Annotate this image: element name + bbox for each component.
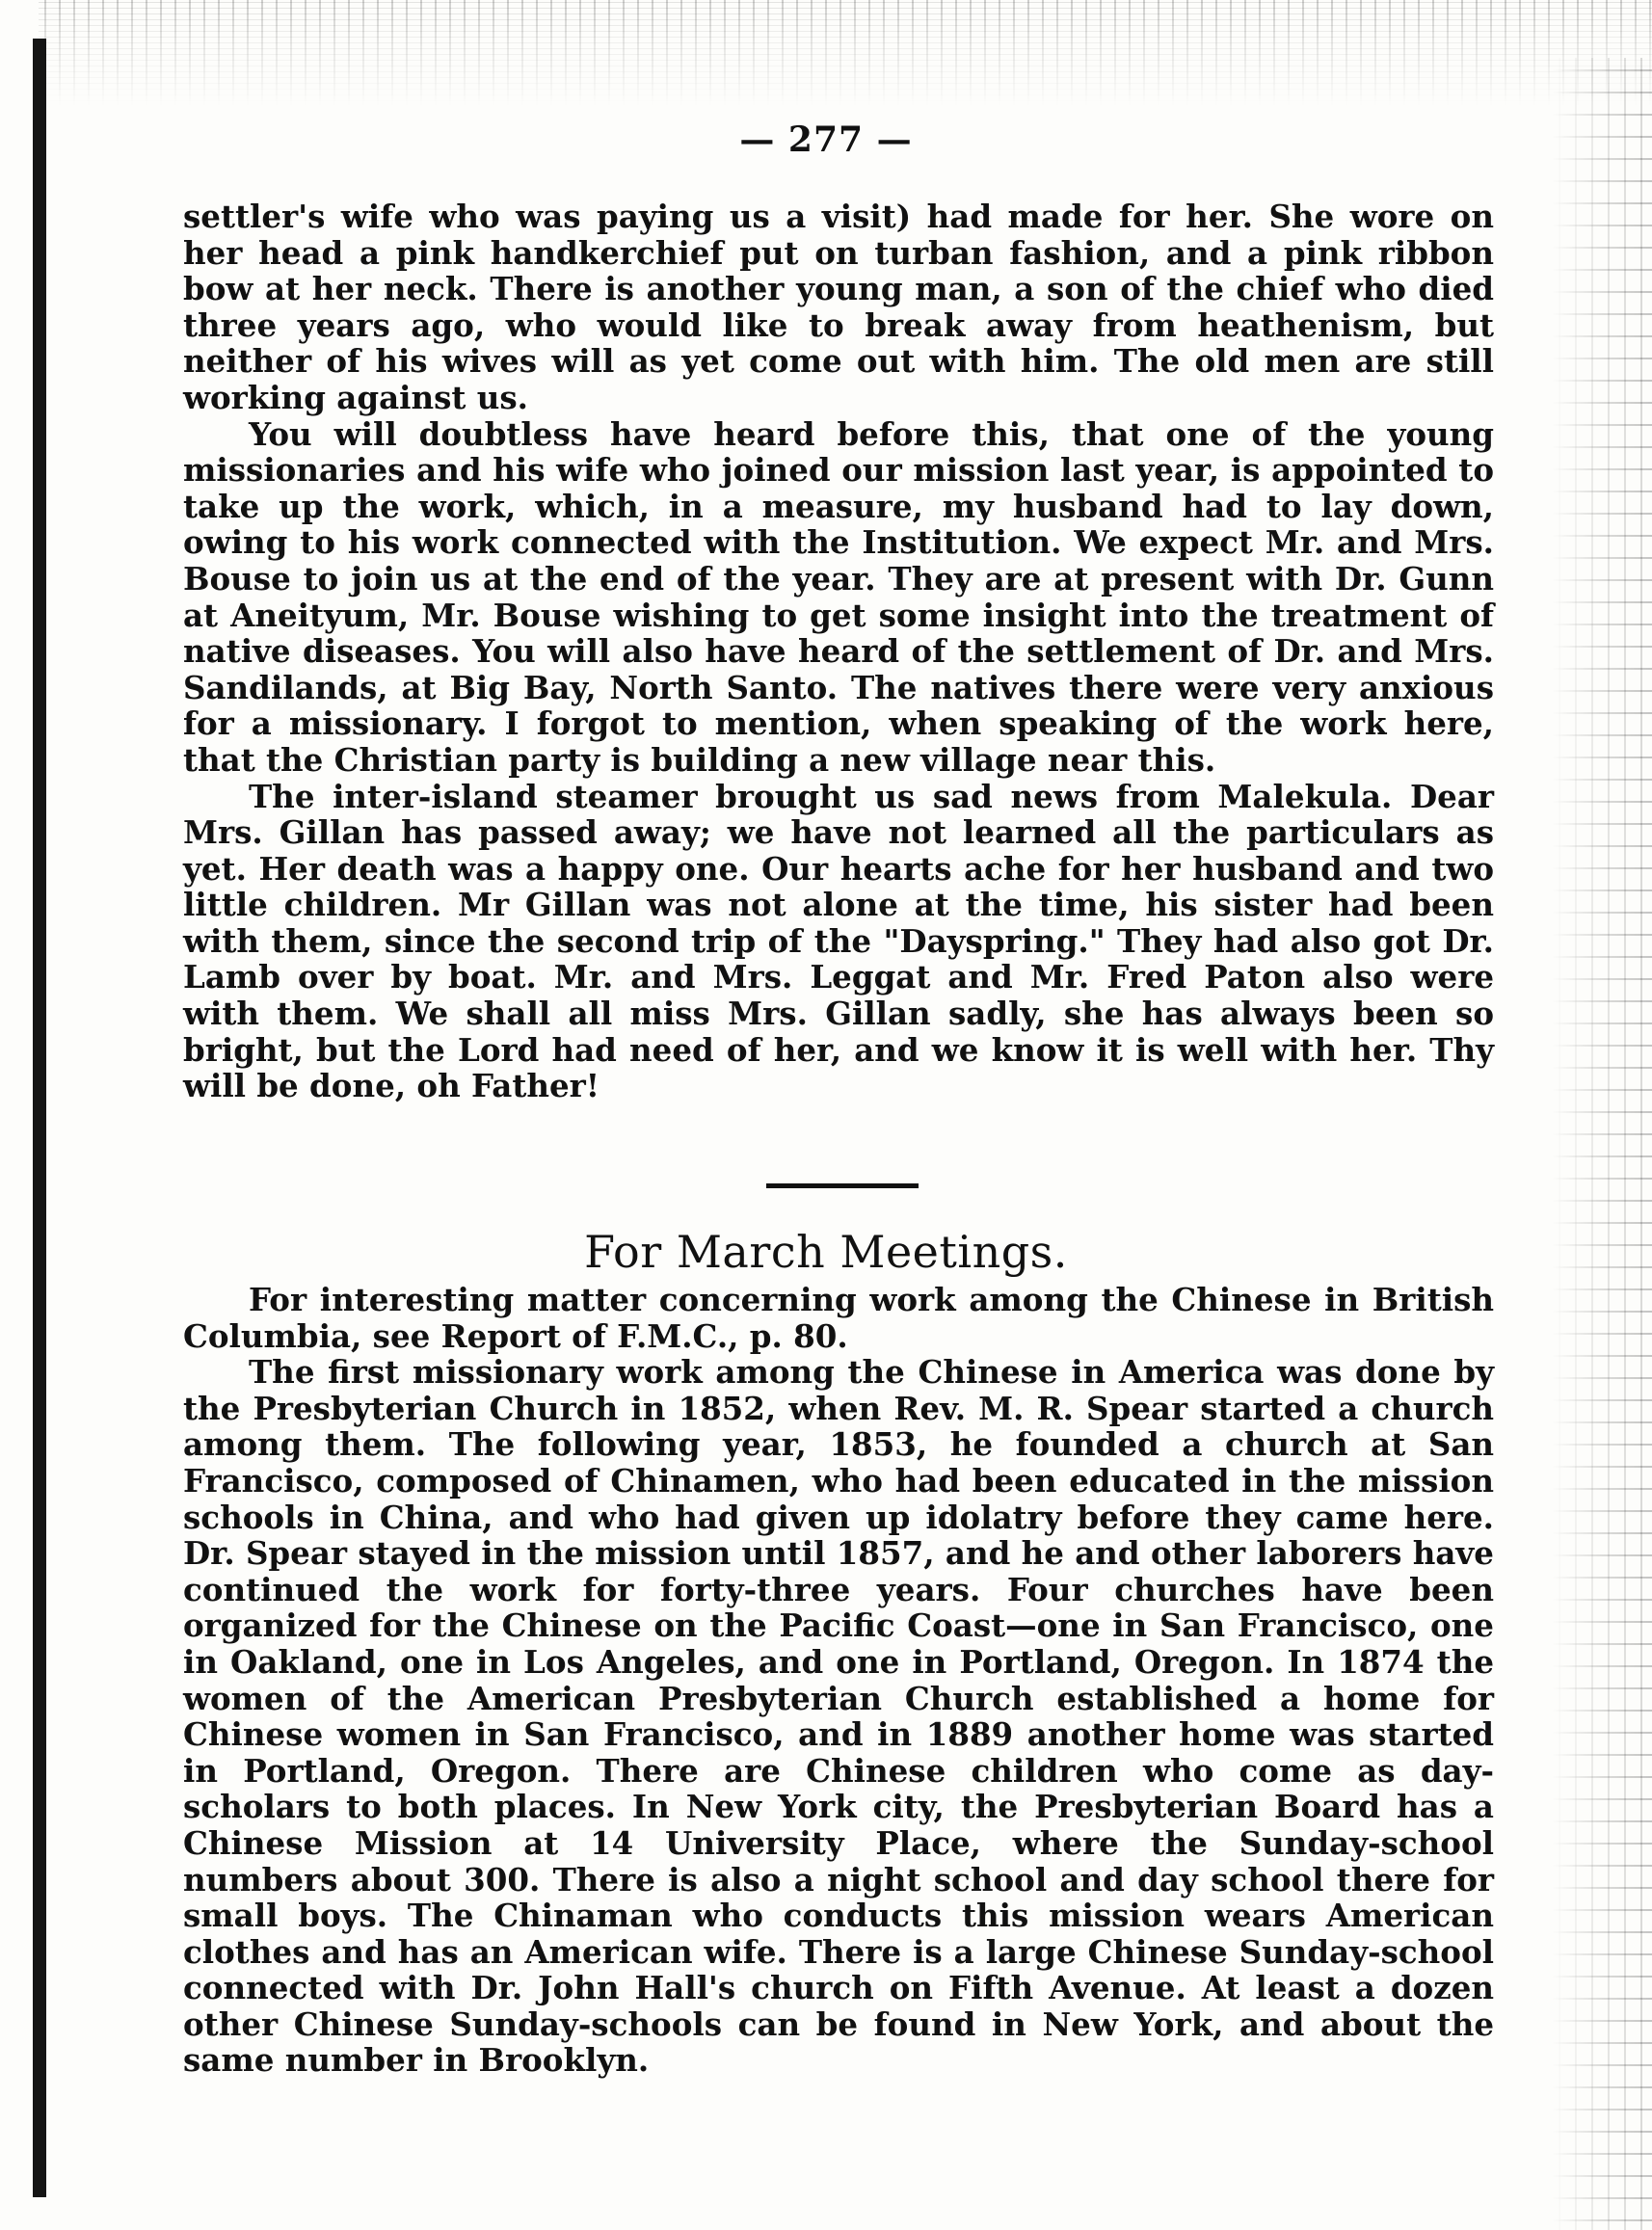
- paragraph: The first missionary work among the Chinese in America was done by the Presbyterian Church in 1852, when Rev. M. R. Spear started a church among them. The following year, 1853, he founded a church at San Francisco, composed of Chinamen, who had been educated in the mission schools in China, and who had given up idolatry before they came here. Dr. Spear stayed in the mission until 1857, and he and other laborers have continued the work for forty-three years. Four churches have been organized for the Chinese on the Pacific Coast—one in San Francisco, one in Oakland, one in Los Angeles, and one in Portland, Oregon. In 1874 the women of the American Presbyterian Church established a home for Chinese women in San Francisco, and in 1889 another home was started in Portland, Oregon. There are Chinese children who come as day-scholars to both places. In New York city, the Presbyterian Board has a Chinese Mission at 14 University Place, where the Sunday-school numbers about 300. There is also a night school and day school there for small boys. The Chinaman who conducts this mission wears American clothes and has an American wife. There is a large Chinese Sunday-school connected with Dr. John Hall's church on Fifth Avenue. At least a dozen other Chinese Sunday-schools can be found in New York, and about the same number in Brooklyn.: [183, 1353, 1494, 2080]
- paragraph: For interesting matter concerning work among the Chinese in British Columbia, see Report of F.M.C., p. 80.: [183, 1281, 1494, 1355]
- section-heading: For March Meetings.: [584, 1226, 1068, 1278]
- paragraph: settler's wife who was paying us a visit) had made for her. She wore on her head a pink handkerchief put on turban fashion, and a pink ribbon bow at her neck. There is another young man, a son of the chief who died three years ago, who would like to break away from heathenism, but neither of his wives will as yet come out with him. The old men are still working against us.: [183, 198, 1494, 416]
- continuation-text: [183, 199, 1494, 1104]
- section-body: [183, 1282, 1494, 2079]
- scan-edge-noise-right: [1552, 58, 1652, 2230]
- scan-edge-noise-top: [39, 0, 1652, 106]
- scan-binding-shadow: [33, 39, 46, 2197]
- section-divider: [766, 1183, 919, 1188]
- paragraph: You will doubtless have heard before this, that one of the young missionaries and his wife who joined our mission last year, is appointed to take up the work, which, in a measure, my husband had to lay down, owing to his work connected with the Institution. We expect Mr. and Mrs. Bouse to join us at the end of the year. They are at present with Dr. Gunn at Aneityum, Mr. Bouse wishing to get some insight into the treatment of native diseases. You will also have heard of the settlement of Dr. and Mrs. Sandilands, at Big Bay, North Santo. The natives there were very anxious for a missionary. I forgot to mention, when speaking of the work here, that the Christian party is building a new village near this.: [183, 414, 1494, 779]
- paragraph: The inter-island steamer brought us sad news from Malekula. Dear Mrs. Gillan has passed away; we have not learned all the particulars as yet. Her death was a happy one. Our hearts ache for her husband and two little children. Mr Gillan was not alone at the time, his sister had been with them, since the second trip of the "Dayspring." They had also got Dr. Lamb over by boat. Mr. and Mrs. Leggat and Mr. Fred Paton also were with them. We shall all miss Mrs. Gillan sadly, she has always been so bright, but the Lord had need of her, and we know it is well with her. Thy will be done, oh Father!: [183, 777, 1494, 1105]
- page-number: — 277 —: [739, 119, 913, 160]
